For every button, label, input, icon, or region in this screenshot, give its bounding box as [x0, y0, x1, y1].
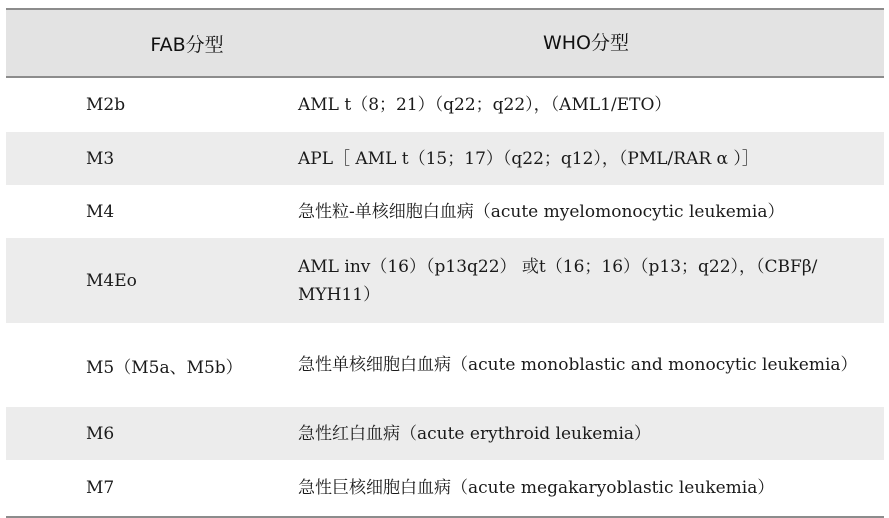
table-row — [6, 238, 884, 323]
who-cell: 急性单核细胞白血病（acute monoblastic and monocytic leukemia） — [298, 355, 858, 375]
table-row — [6, 132, 884, 185]
table-row — [6, 323, 884, 407]
fab-cell: M2b — [86, 95, 126, 115]
table-row — [6, 185, 884, 238]
who-cell: APL［ AML t（15；17）（q22；q12），（PML/RAR α ）］ — [298, 148, 759, 169]
who-cell: AML inv（16）（p13q22） 或t（16；16）（p13；q22），（CBFβ/ MYH11） — [298, 256, 818, 305]
fab-cell: M5（M5a、M5b） — [86, 357, 243, 378]
who-cell: 急性巨核细胞白血病（acute megakaryoblastic leukemia） — [298, 478, 775, 498]
fab-cell: M7 — [86, 478, 115, 498]
table-row — [6, 407, 884, 460]
fab-cell: M4 — [86, 201, 115, 222]
fab-cell: M3 — [86, 148, 115, 169]
table-row — [6, 460, 884, 516]
header-who: WHO分型 — [542, 32, 630, 54]
classification-table — [6, 8, 884, 518]
header-fab: FAB分型 — [150, 33, 224, 56]
who-cell: AML t（8；21）（q22；q22），（AML1/ETO） — [298, 95, 672, 115]
table-row — [6, 78, 884, 132]
fab-cell: M4Eo — [86, 270, 137, 291]
who-cell: 急性红白血病（acute erythroid leukemia） — [298, 423, 652, 444]
table-header — [6, 10, 884, 78]
fab-cell: M6 — [86, 423, 115, 444]
who-cell: 急性粒-单核细胞白血病（acute myelomonocytic leukemia） — [298, 201, 785, 222]
